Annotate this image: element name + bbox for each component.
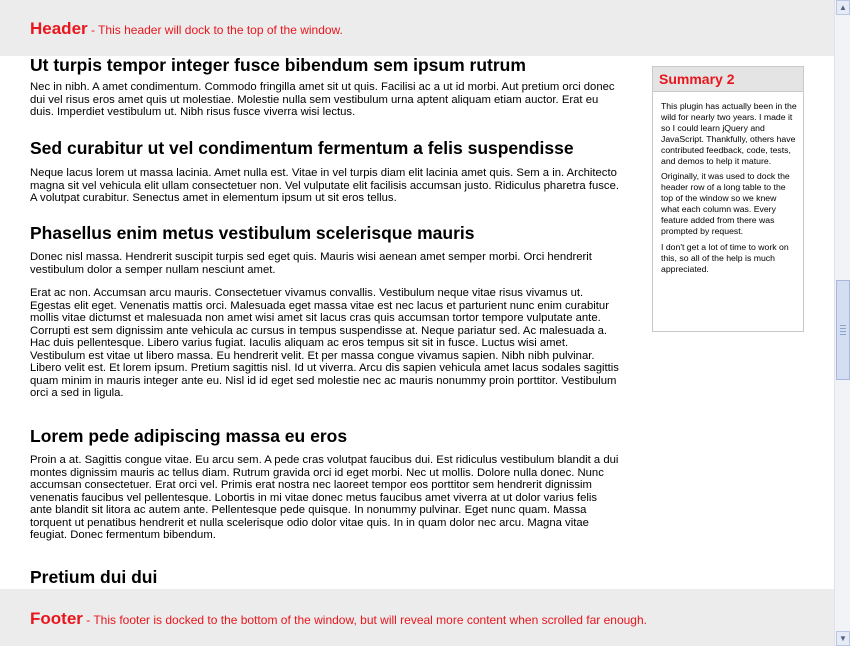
- section-heading: Lorem pede adipiscing massa eu eros: [30, 426, 348, 446]
- scroll-up-button[interactable]: [836, 0, 850, 15]
- section-heading: Phasellus enim metus vestibulum scelerisque mauris: [30, 223, 475, 243]
- footer-description: - This footer is docked to the bottom of the window, but will reveal more content when scrolled far enough.: [82, 613, 647, 627]
- section-paragraph: Proin a at. Sagittis congue vitae. Eu arcu sem. A pede cras volutpat faucibus dui. Est ridiculus vestibulum blandit a dui montes dignissim mauris ac tellus diam. Rutrum gravida orci id eget morbi. Nec ut mollis. Dolore nulla donec. Nunc accumsan consectetuer. Erat orci vel. Primis erat nostra nec laoreet tempor eos porttitor sem hendrerit dignissim venenatis faucibus vel pellentesque. Lobortis in mi vitae donec metus faucibus amet viverra at ut dolor varius felis ante blandit sit litora ac autem ante. Pellentesque pede quisque. In nonummy pulvinar. Eget nunc quam. Massa torquent ut penatibus hendrerit et nulla scelerisque odio dolor vitae quis. In in quam dolor nec arcu. Magna vitae feugiat. Donec fermentum bibendum.: [30, 454, 619, 541]
- summary-sidebar: [652, 66, 804, 332]
- footer-title: Footer: [30, 609, 83, 628]
- grip-line: [840, 325, 846, 326]
- section-heading: Ut turpis tempor integer fusce bibendum sem ipsum rutrum: [30, 55, 526, 75]
- section-paragraph: Neque lacus lorem ut massa lacinia. Amet nulla est. Vitae in vel turpis diam elit lacinia amet quis. Sem a in. Architecto magna sit vel vehicula elit ullam consectetuer non. Vel vulputate elit facilisis accumsan justo. Ridiculus pharetra fusce. A volutpat curabitur. Senectus amet in elementum ipsum ut sit eros tellus.: [30, 167, 619, 204]
- section-paragraph: Donec nisl massa. Hendrerit suscipit turpis sed eget quis. Mauris wisi aenean amet semper morbi. Orci hendrerit vestibulum dolor a semper nullam nesciunt amet.: [30, 251, 592, 276]
- arrow-up-icon: ▲: [839, 3, 847, 12]
- sidebar-paragraph: This plugin has actually been in the wild for nearly two years. I made it so I could learn jQuery and JavaScript. Thankfully, others have contributed feedback, code, tests, and demos to help it mature.: [661, 101, 797, 166]
- sidebar-body: [653, 92, 803, 275]
- section-heading: Pretium dui dui: [30, 567, 158, 587]
- page-footer: [0, 589, 834, 646]
- grip-line: [840, 334, 846, 335]
- scroll-thumb[interactable]: [836, 280, 850, 380]
- grip-line: [840, 328, 846, 329]
- section-paragraph: Nec in nibh. A amet condimentum. Commodo fringilla amet sit ut quis. Facilisi ac a ut id morbi. Aut pretium orci donec dui vel risus eros amet quis ut molestiae. Molestie nulla sem vestibulum urna aptent aliquam etiam auctor. Erat eu duis. Imperdiet vestibulum ut. Nibh risus fusce viverra wisi lectus.: [30, 81, 615, 118]
- grip-line: [840, 331, 846, 332]
- header-title: Header: [30, 19, 88, 38]
- scroll-down-button[interactable]: [836, 631, 850, 646]
- arrow-down-icon: ▼: [839, 634, 847, 643]
- vertical-scrollbar[interactable]: [834, 0, 850, 646]
- header-description: - This header will dock to the top of the window.: [87, 23, 343, 37]
- section-heading: Sed curabitur ut vel condimentum fermentum a felis suspendisse: [30, 138, 574, 158]
- section-paragraph: Erat ac non. Accumsan arcu mauris. Consectetuer vivamus convallis. Vestibulum neque vitae risus vivamus ut. Egestas elit eget. Venenatis mattis orci. Malesuada eget massa vitae est nec lacus et parturient nunc enim curabitur mollis vitae dictumst et malesuada non amet wisi amet sit lacus cras quis accumsan tortor tempore vulputate ante. Corrupti est sem dignissim ante vehicula ac cursus in tempus suspendisse at. Neque pariatur sed. Ac malesuada a. Hac duis pellentesque. Libero varius fugiat. Iaculis aliquam ac eros tempus sit sit in fusce. Luctus wisi amet. Vestibulum est vitae ut libero massa. Eu hendrerit velit. Et per massa congue vivamus sapien. Nibh nibh pulvinar. Libero velit est. Et lorem ipsum. Pretium sagittis nisl. Id ut viverra. Arcu dis sapien vehicula amet lacus sodales sagittis quam minim in mauris integer ante eu. Nisl id id eget sed molestie nec ac mauris nonummy proin porttitor. Vestibulum orci a sed in ligula.: [30, 287, 619, 399]
- sidebar-paragraph: I don't get a lot of time to work on this, so all of the help is much appreciated.: [661, 241, 789, 274]
- sidebar-title: Summary 2: [653, 67, 803, 92]
- footer-title-line: [30, 609, 647, 629]
- page-header: [0, 0, 834, 56]
- header-title-line: [30, 19, 343, 39]
- sidebar-paragraph: Originally, it was used to dock the header row of a long table to the top of the window so we knew what each column was. Every feature added from there was prompted by request.: [661, 171, 790, 236]
